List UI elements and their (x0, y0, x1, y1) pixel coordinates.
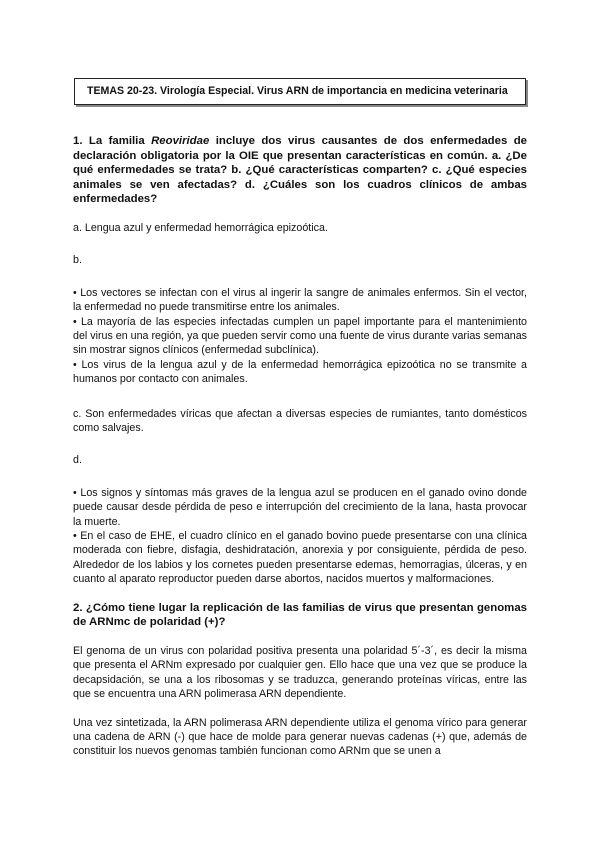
answer-1b-bullet-3: • Los virus de la lengua azul y de la enfermedad hemorrágica epizoótica no se transmite a humanos por contacto con animales. (73, 358, 527, 386)
answer-1b-bullet-1: • Los vectores se infectan con el virus al ingerir la sangre de animales enfermos. Sin el vector, la enfermedad no puede transmitirse entre los animales. (73, 286, 527, 314)
answer-1d-bullet-1: • Los signos y síntomas más graves de la lengua azul se producen en el ganado ovino donde puede causar desde pérdida de peso e interrupción del crecimiento de la lana, hasta provocar la muerte. (73, 486, 527, 528)
answer-1d-bullet-2: • En el caso de EHE, el cuadro clínico en el ganado bovino puede presentarse con una clínica moderada con fiebre, disfagia, deshidratación, anorexia y por consiguiente, pérdida de peso. Alrededor de los labios y los cornetes pueden presentarse edemas, hemorragias, úlceras, y en cuanto al aparato reproductor pueden darse abortos, nacidos muertos y malformaciones. (73, 530, 527, 586)
answer-1d-label: d. (73, 454, 82, 467)
question-1-prefix: 1. La familia (73, 135, 152, 147)
question-2: 2. ¿Cómo tiene lugar la replicación de las familias de virus que presentan genomas de ARNmc de polaridad (+)? (73, 601, 527, 629)
answer-1b-bullet-2: • La mayoría de las especies infectadas cumplen un papel importante para el mantenimiento del virus en una región, ya que pueden servir como una fuente de virus durante varias semanas sin mostrar signos clínicos (enfermedad subclínica). (73, 315, 527, 357)
question-1 (73, 134, 527, 207)
document-title: TEMAS 20-23. Virología Especial. Virus ARN de importancia en medicina veterinaria (74, 78, 526, 105)
answer-1a: a. Lengua azul y enfermedad hemorrágica epizoótica. (73, 221, 328, 234)
answer-1b-label: b. (73, 254, 82, 267)
question-1-suffix: incluye dos virus causantes de dos enfermedades de declaración obligatoria por la OIE que presentan características en común. a. ¿De qué enfermedades se trata? b. ¿Qué características comparten? c. ¿Qué especies animales se ven afectadas? d. ¿Cuáles son los cuadros clínicos de ambas enfermedades? (73, 135, 527, 206)
document-body (73, 134, 527, 759)
answer-2-paragraph-2: Una vez sintetizada, la ARN polimerasa ARN dependiente utiliza el genoma vírico para generar una cadena de ARN (-) que hace de molde para generar nuevas cadenas (+) que, además de constituir los nuevos genomas también funcionan como ARNm que se unen a (73, 716, 527, 758)
answer-1c: c. Son enfermedades víricas que afectan a diversas especies de rumiantes, tanto domésticos como salvajes. (73, 407, 527, 435)
answer-2-paragraph-1: El genoma de un virus con polaridad positiva presenta una polaridad 5´-3´, es decir la misma que presenta el ARNm expresado por cualquier gen. Ello hace que una vez que se produce la decapsidación, se una a los ribosomas y se traduzca, generando proteínas víricas, entre las que se encuentra una ARN polimerasa ARN dependiente. (73, 644, 527, 701)
question-1-family: Reoviridae (151, 135, 210, 147)
